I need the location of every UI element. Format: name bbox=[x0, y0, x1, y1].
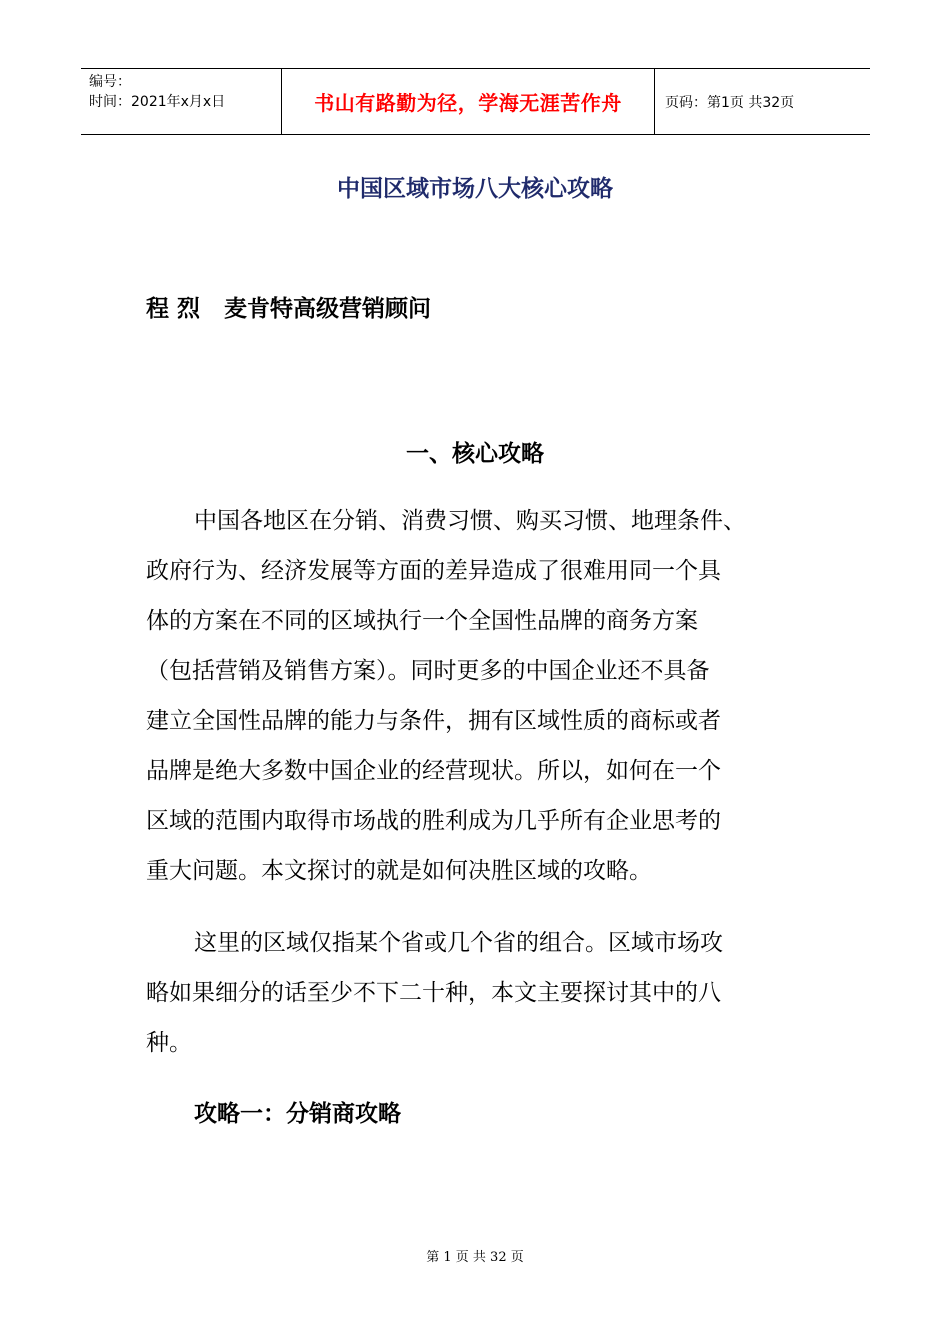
paragraph-line: 略如果细分的话至少不下二十种，本文主要探讨其中的八 bbox=[146, 980, 721, 1006]
paragraph-line: 体的方案在不同的区域执行一个全国性品牌的商务方案 bbox=[146, 608, 698, 634]
motto-cell bbox=[281, 69, 655, 134]
page-info-cell bbox=[655, 69, 870, 134]
paragraph-2 bbox=[146, 918, 806, 1068]
time-label: 时间：2021年x月x日 bbox=[89, 94, 226, 110]
paragraph-line: （包括营销及销售方案）。同时更多的中国企业还不具备 bbox=[146, 658, 710, 684]
header-table bbox=[81, 68, 870, 135]
paragraph-line: 中国各地区在分销、消费习惯、购买习惯、地理条件、 bbox=[194, 508, 746, 534]
paragraph-1 bbox=[146, 496, 806, 896]
paragraph-line: 政府行为、经济发展等方面的差异造成了很难用同一个具 bbox=[146, 558, 721, 584]
motto-text: 书山有路勤为径，学海无涯苦作舟 bbox=[314, 91, 622, 115]
paragraph-line: 重大问题。本文探讨的就是如何决胜区域的攻略。 bbox=[146, 858, 652, 884]
section-heading: 一、核心攻略 bbox=[406, 440, 544, 467]
number-label: 编号： bbox=[89, 74, 131, 90]
paragraph-line: 这里的区域仅指某个省或几个省的组合。区域市场攻 bbox=[194, 930, 723, 956]
paragraph-line: 区域的范围内取得市场战的胜利成为几乎所有企业思考的 bbox=[146, 808, 721, 834]
document-title: 中国区域市场八大核心攻略 bbox=[337, 175, 613, 202]
header-meta-cell bbox=[81, 69, 281, 134]
page-info-text: 页码：第1页 共32页 bbox=[665, 94, 795, 111]
paragraph-line: 种。 bbox=[146, 1030, 192, 1056]
subheading-strategy-1: 攻略一：分销商攻略 bbox=[194, 1100, 401, 1127]
paragraph-line: 建立全国性品牌的能力与条件，拥有区域性质的商标或者 bbox=[146, 708, 721, 734]
paragraph-line: 品牌是绝大多数中国企业的经营现状。所以，如何在一个 bbox=[146, 758, 721, 784]
author-line: 程 烈 麦肯特高级营销顾问 bbox=[146, 295, 432, 322]
page-footer: 第 1 页 共 32 页 bbox=[426, 1250, 524, 1265]
